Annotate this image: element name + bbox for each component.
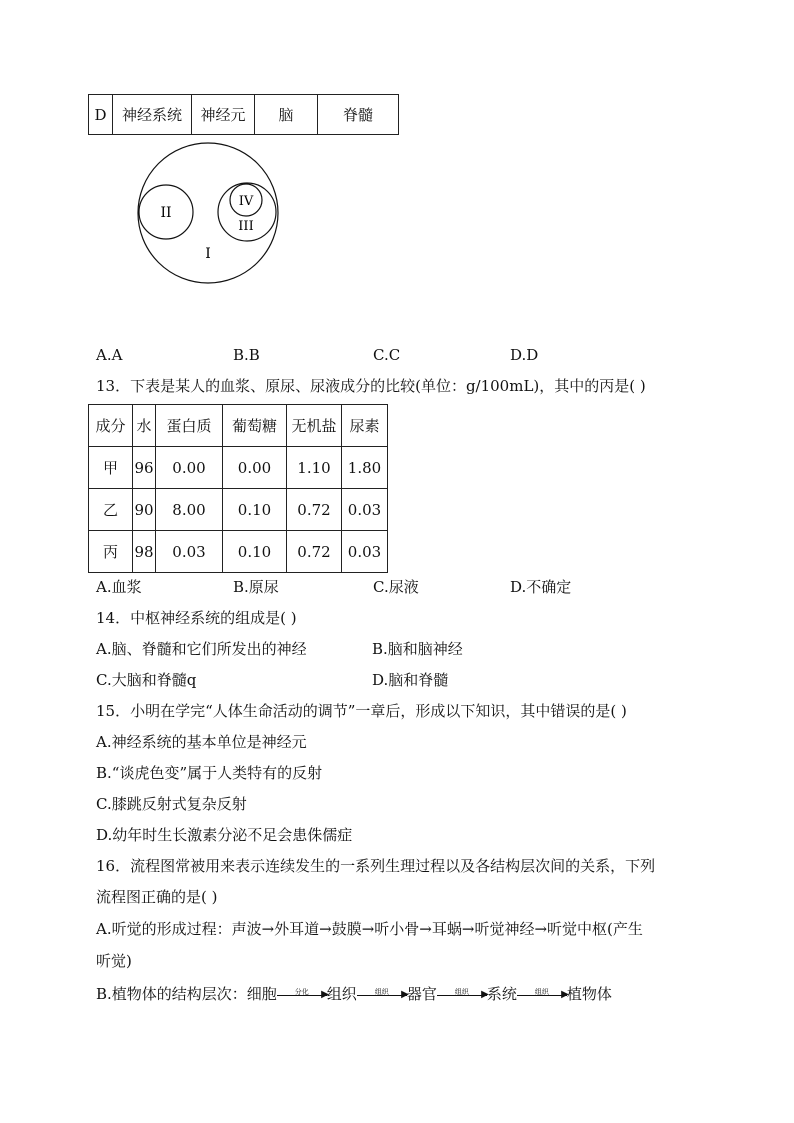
table-cell: 98 (133, 531, 156, 573)
q14-option-b: B.脑和脑神经 (372, 640, 463, 658)
circle-I (138, 143, 278, 283)
table-cell: 0.03 (156, 531, 223, 573)
q16-option-b-prefix: B.植物体的结构层次：细胞 (96, 985, 277, 1003)
q12-option-b: B.B (233, 346, 260, 364)
table-cell: 0.10 (223, 489, 287, 531)
table-header-cell: 蛋白质 (156, 405, 223, 447)
table-cell: D (89, 95, 113, 135)
table-header-cell: 水 (133, 405, 156, 447)
table-cell: 脑 (255, 95, 318, 135)
q14-option-a: A.脑、脊髓和它们所发出的神经 (96, 640, 307, 658)
flow-step: 植物体 (566, 985, 612, 1003)
table-cell: 神经系统 (113, 95, 192, 135)
table-row (89, 531, 388, 573)
table-cell: 0.03 (342, 531, 388, 573)
venn-label-II: II (160, 205, 172, 221)
option-table (88, 94, 399, 135)
flow-step: 器官 (406, 985, 437, 1003)
table-row (89, 447, 388, 489)
q13-option-a: A.血浆 (96, 578, 142, 596)
q16-stem-line2: 流程图正确的是( ) (96, 888, 218, 906)
table-cell: 8.00 (156, 489, 223, 531)
q16-option-b (96, 983, 612, 1004)
flow-arrow (357, 987, 409, 1000)
arrow-head-icon: ▶ (561, 988, 569, 1000)
table-cell: 0.72 (287, 489, 342, 531)
arrow-head-icon: ▶ (481, 988, 489, 1000)
flow-arrow (517, 987, 569, 1000)
venn-label-III: III (238, 219, 254, 234)
q15-option-a: A.神经系统的基本单位是神经元 (96, 733, 307, 751)
table-cell: 丙 (89, 531, 133, 573)
table-cell: 0.00 (223, 447, 287, 489)
q12-option-c: C.C (373, 346, 401, 364)
table-row (89, 489, 388, 531)
table-cell: 0.10 (223, 531, 287, 573)
q13-table (88, 404, 388, 573)
q15-option-c: C.膝跳反射式复杂反射 (96, 795, 247, 813)
table-header-cell: 葡萄糖 (223, 405, 287, 447)
flow-arrow (277, 987, 329, 1000)
venn-diagram (130, 140, 295, 290)
venn-label-I: I (205, 246, 211, 262)
table-cell: 甲 (89, 447, 133, 489)
q12-option-a: A.A (96, 346, 123, 364)
q15-option-d: D.幼年时生长激素分泌不足会患侏儒症 (96, 826, 353, 844)
q13-option-d: D.不确定 (510, 578, 572, 596)
table-cell: 90 (133, 489, 156, 531)
flow-step: 系统 (486, 985, 517, 1003)
arrow-head-icon: ▶ (401, 988, 409, 1000)
q13-option-c: C.尿液 (373, 578, 419, 596)
q16-option-a-line2: 听觉) (96, 952, 132, 970)
table-header-cell: 尿素 (342, 405, 388, 447)
table-cell: 1.10 (287, 447, 342, 489)
arrow-label: 组织 (374, 987, 389, 996)
table-cell: 96 (133, 447, 156, 489)
table-header-cell: 成分 (89, 405, 133, 447)
q15-stem: 15．小明在学完“人体生命活动的调节”一章后，形成以下知识，其中错误的是( ) (96, 702, 627, 720)
venn-label-IV: IV (238, 194, 254, 209)
q13-option-b: B.原尿 (233, 578, 279, 596)
flow-step: 组织 (326, 985, 357, 1003)
table-cell: 脊髓 (318, 95, 399, 135)
table-cell: 神经元 (192, 95, 255, 135)
q14-option-c: C.大脑和脊髓q (96, 671, 197, 689)
table-header-cell: 无机盐 (287, 405, 342, 447)
q15-option-b: B.“谈虎色变”属于人类特有的反射 (96, 764, 323, 782)
q16-option-a-line1: A.听觉的形成过程：声波→外耳道→鼓膜→听小骨→耳蜗→听觉神经→听觉中枢(产生 (96, 920, 643, 938)
q13-stem: 13．下表是某人的血浆、原尿、尿液成分的比较(单位：g/100mL)，其中的丙是( ) (96, 377, 646, 395)
table-cell: 乙 (89, 489, 133, 531)
arrow-label: 分化 (294, 987, 309, 996)
q14-stem: 14．中枢神经系统的组成是( ) (96, 609, 297, 627)
table-cell: 0.00 (156, 447, 223, 489)
table-cell: 0.72 (287, 531, 342, 573)
arrow-head-icon: ▶ (321, 988, 329, 1000)
flow-arrow (437, 987, 489, 1000)
q16-stem-line1: 16．流程图常被用来表示连续发生的一系列生理过程以及各结构层次间的关系，下列 (96, 857, 656, 875)
q12-option-d: D.D (510, 346, 539, 364)
table-header-row (89, 405, 388, 447)
table-cell: 1.80 (342, 447, 388, 489)
q14-option-d: D.脑和脊髓 (372, 671, 449, 689)
arrow-label: 组织 (454, 987, 469, 996)
table-cell: 0.03 (342, 489, 388, 531)
table-row (89, 95, 399, 135)
arrow-label: 组织 (534, 987, 549, 996)
